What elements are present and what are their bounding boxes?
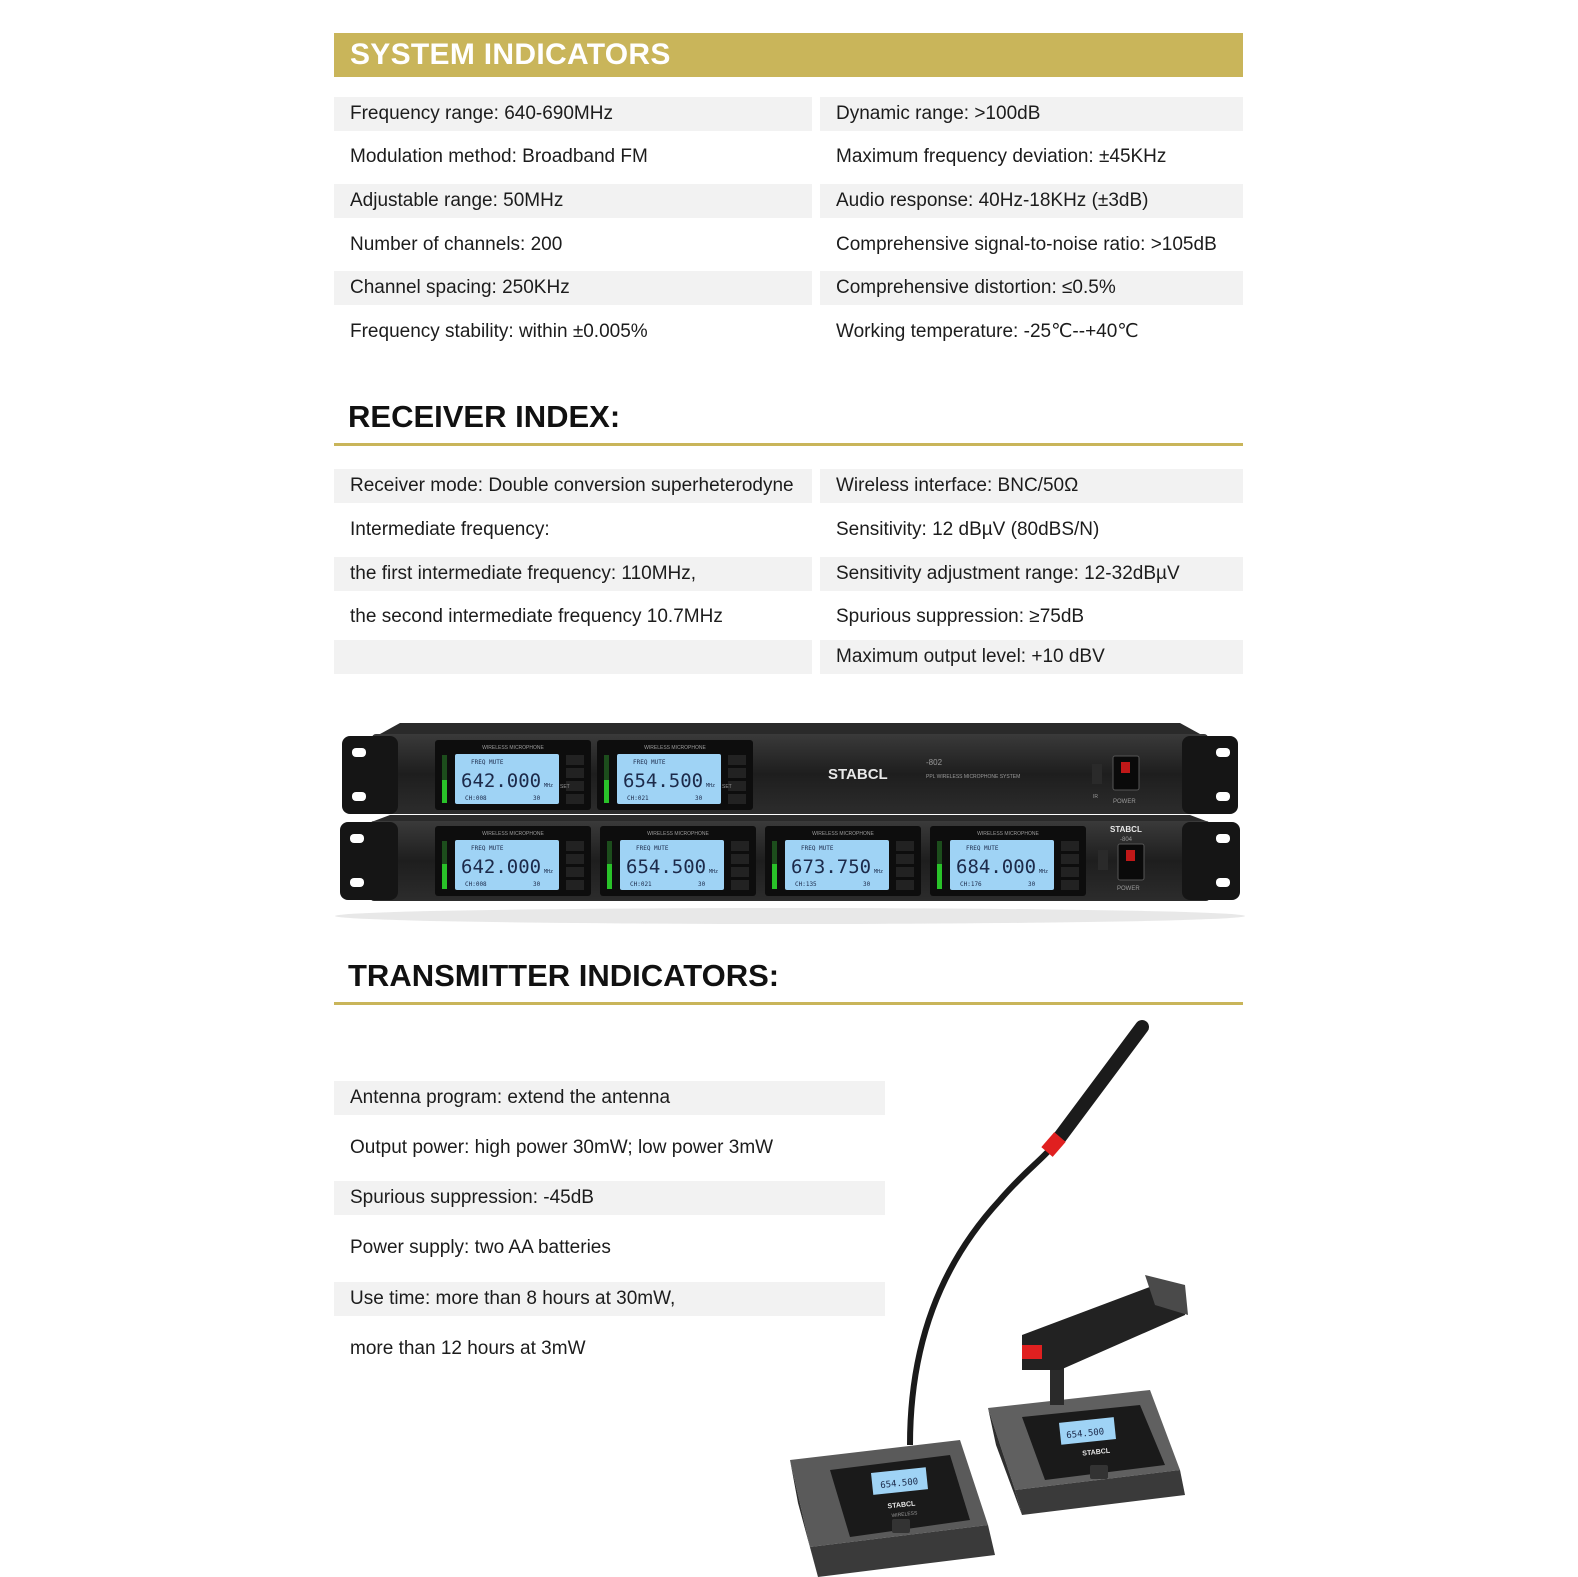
brand-logo: STABCL [828, 766, 888, 783]
receiver-spec-spurious: Spurious suppression: ≥75dB [836, 606, 1085, 627]
channel-1-frequency: 642.000 [461, 770, 542, 792]
channel-1-ch: CH:008 [465, 881, 487, 888]
conference-microphones-image [760, 1015, 1260, 1577]
transmitter-spec-antenna: Antenna program: extend the antenna [334, 1081, 885, 1115]
system-spec-temperature: Working temperature: -25℃--+40℃ [836, 321, 1139, 342]
rack-ear-left [340, 822, 398, 900]
power-label: POWER [1117, 886, 1140, 892]
channel-3-ch: CH:135 [795, 881, 817, 888]
system-spec-adjustable-range: Adjustable range: 50MHz [334, 184, 812, 218]
rack-unit-4ch [340, 815, 1240, 901]
mic-red-led [1022, 1345, 1042, 1359]
mic-red-ring [1047, 1137, 1060, 1152]
lcd-header: FREQ MUTE [471, 759, 504, 766]
mic-base-lcd-freq: 654.500 [879, 1477, 919, 1492]
lcd-mhz: MHz [706, 783, 716, 789]
channel-3-frequency: 673.750 [791, 856, 872, 878]
channel-2-ch: CH:021 [630, 881, 652, 888]
rack-receiver-image [330, 718, 1250, 930]
mic-talk-button[interactable] [1090, 1465, 1108, 1479]
channel-panel-label: WIRELESS MICROPHONE [644, 745, 706, 751]
power-label: POWER [1113, 799, 1136, 805]
receiver-spec-sensitivity-range: Sensitivity adjustment range: 12-32dBµV [820, 557, 1243, 591]
lcd-mhz: MHz [709, 869, 719, 875]
lcd-header: FREQ MUTE [471, 845, 504, 852]
system-spec-channel-spacing: Channel spacing: 250KHz [334, 271, 812, 305]
system-subtitle: PPL WIRELESS MICROPHONE SYSTEM [926, 774, 1021, 780]
receiver-spec-if-second: the second intermediate frequency 10.7MHz [350, 606, 723, 627]
system-spec-channels: Number of channels: 200 [350, 234, 563, 255]
system-spec-audio-response: Audio response: 40Hz-18KHz (±3dB) [820, 184, 1243, 218]
lcd-header: FREQ MUTE [633, 759, 666, 766]
system-spec-dynamic-range: Dynamic range: >100dB [820, 97, 1243, 131]
channel-2-frequency: 654.500 [623, 770, 704, 792]
system-spec-frequency-range: Frequency range: 640-690MHz [334, 97, 812, 131]
system-spec-snr: Comprehensive signal-to-noise ratio: >105dB [836, 234, 1217, 255]
receiver-spec-if-first: the first intermediate frequency: 110MHz, [334, 557, 812, 591]
lcd-mhz: MHz [544, 869, 554, 875]
mic-base-brand: STABCL [887, 1500, 916, 1511]
transmitter-spec-spurious: Spurious suppression: -45dB [334, 1181, 885, 1215]
lcd-mhz: MHz [544, 783, 554, 789]
short-boom-microphone [988, 1275, 1188, 1515]
channel-3-volume: 30 [863, 881, 871, 888]
system-spec-distortion: Comprehensive distortion: ≤0.5% [820, 271, 1243, 305]
mic-base-label: WIRELESS [891, 1510, 918, 1520]
receiver-spec-interface: Wireless interface: BNC/50Ω [820, 469, 1243, 503]
channel-1-volume: 30 [533, 795, 541, 802]
power-led [1121, 762, 1130, 773]
receiver-spec-sensitivity: Sensitivity: 12 dBµV (80dBS/N) [836, 519, 1100, 540]
channel-panel-label: WIRELESS MICROPHONE [482, 831, 544, 837]
ir-label: IR [1093, 794, 1098, 800]
channel-1-frequency: 642.000 [461, 856, 542, 878]
transmitter-spec-output-power: Output power: high power 30mW; low power 3mW [350, 1137, 774, 1158]
channel-2-frequency: 654.500 [626, 856, 707, 878]
lcd-mhz: MHz [1039, 869, 1049, 875]
channel-4-ch: CH:176 [960, 881, 982, 888]
lcd-header: FREQ MUTE [636, 845, 669, 852]
channel-4-frequency: 684.000 [956, 856, 1037, 878]
set-label: SET [560, 784, 570, 790]
receiver-spec-output-level: Maximum output level: +10 dBV [820, 640, 1243, 674]
ir-window [1092, 764, 1102, 784]
channel-1-ch: CH:008 [465, 795, 487, 802]
system-spec-frequency-stability: Frequency stability: within ±0.005% [350, 321, 648, 342]
channel-panel-label: WIRELESS MICROPHONE [482, 745, 544, 751]
transmitter-indicators-header [334, 956, 1243, 1005]
transmitter-spec-use-time: Use time: more than 8 hours at 30mW, [334, 1282, 885, 1316]
transmitter-spec-power-supply: Power supply: two AA batteries [350, 1237, 611, 1258]
channel-4-volume: 30 [1028, 881, 1036, 888]
set-label: SET [722, 784, 732, 790]
lcd-mhz: MHz [874, 869, 884, 875]
ir-window [1098, 850, 1108, 870]
channel-2-volume: 30 [698, 881, 706, 888]
power-switch[interactable] [1118, 844, 1144, 880]
receiver-spec-if: Intermediate frequency: [350, 519, 550, 540]
channel-panel-label: WIRELESS MICROPHONE [812, 831, 874, 837]
receiver-spec-empty [334, 640, 812, 674]
receiver-index-header [334, 397, 1243, 446]
transmitter-indicators-title: TRANSMITTER INDICATORS: [348, 958, 780, 993]
channel-2-ch: CH:021 [627, 795, 649, 802]
system-spec-modulation: Modulation method: Broadband FM [350, 146, 648, 167]
brand-logo: STABCL [1110, 825, 1142, 834]
power-led [1126, 850, 1135, 861]
receiver-spec-mode: Receiver mode: Double conversion superheterodyne [334, 469, 812, 503]
channel-panel-label: WIRELESS MICROPHONE [977, 831, 1039, 837]
lcd-header: FREQ MUTE [966, 845, 999, 852]
channel-1-volume: 30 [533, 881, 541, 888]
rack-ear-right [1182, 736, 1238, 814]
mic-base-brand: STABCL [1082, 1447, 1111, 1458]
receiver-index-title: RECEIVER INDEX: [348, 399, 621, 434]
channel-panel-label: WIRELESS MICROPHONE [647, 831, 709, 837]
rack-unit-2ch [342, 723, 1238, 814]
channel-2-volume: 30 [695, 795, 703, 802]
model-number: -802 [926, 758, 943, 767]
system-indicators-title: SYSTEM INDICATORS [350, 38, 671, 71]
system-spec-frequency-deviation: Maximum frequency deviation: ±45KHz [836, 146, 1167, 167]
system-indicators-header [334, 33, 1243, 77]
transmitter-spec-use-time-low: more than 12 hours at 3mW [350, 1338, 586, 1359]
lcd-header: FREQ MUTE [801, 845, 834, 852]
mic-talk-button[interactable] [892, 1519, 910, 1533]
model-number: -804 [1120, 837, 1133, 843]
rack-ear-left [342, 736, 398, 814]
rack-ear-right [1182, 822, 1240, 900]
mic-base-lcd-freq: 654.500 [1065, 1427, 1105, 1442]
